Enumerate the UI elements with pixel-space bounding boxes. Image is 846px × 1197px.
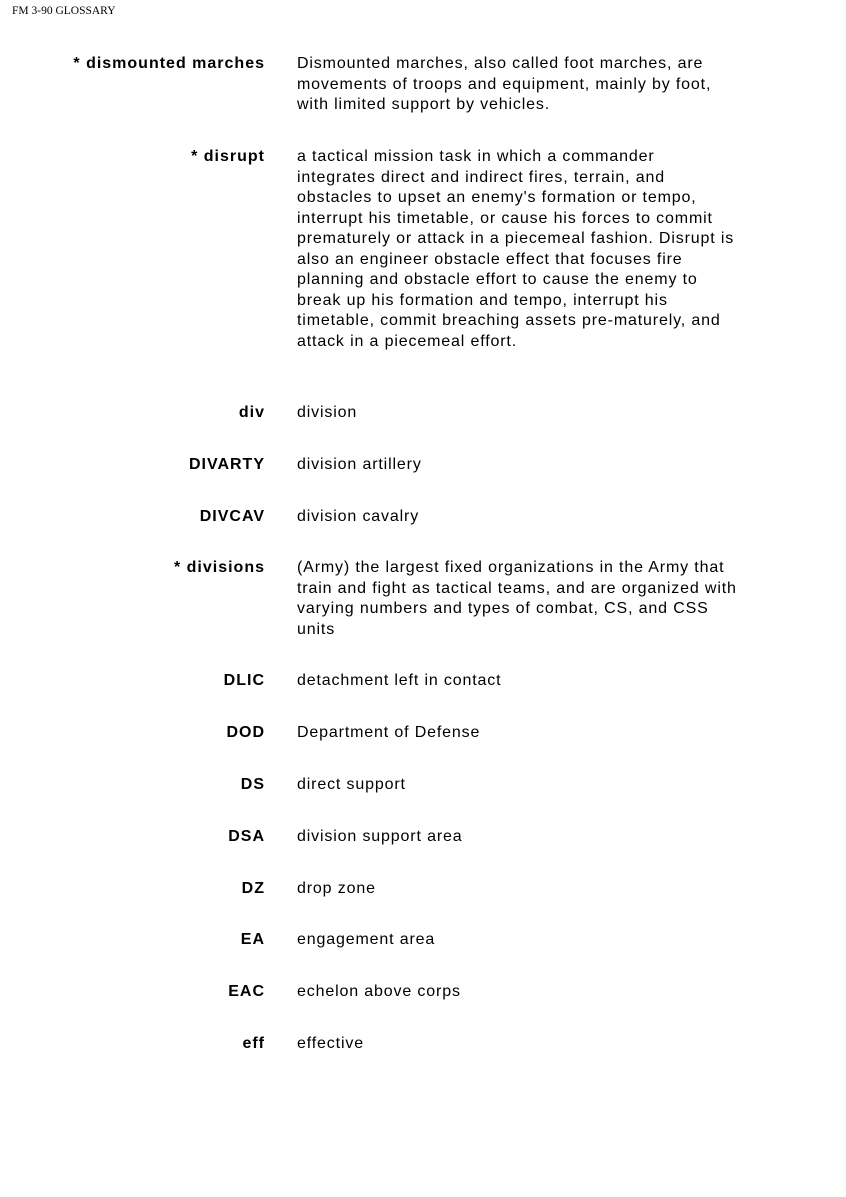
glossary-definition: division artillery xyxy=(297,456,422,473)
glossary-definition: engagement area xyxy=(297,931,436,948)
glossary-term: * disrupt xyxy=(191,148,265,165)
glossary-definition: division xyxy=(297,404,358,421)
glossary-term: DOD xyxy=(226,724,265,741)
glossary-definition: Dismounted marches, also called foot marches, are movements of troops and equipment, mainly by foot, with limited support by vehicles. xyxy=(297,55,712,113)
glossary-definition: echelon above corps xyxy=(297,983,461,1000)
glossary-term: DS xyxy=(240,776,265,793)
glossary-definition: division support area xyxy=(297,828,463,845)
glossary-definition: division cavalry xyxy=(297,508,420,525)
glossary-term: DZ xyxy=(241,880,265,897)
glossary-term: eff xyxy=(242,1035,265,1052)
glossary-term: DSA xyxy=(228,828,265,845)
glossary-term: * divisions xyxy=(173,559,265,576)
glossary-definition: Department of Defense xyxy=(297,724,481,741)
glossary-definition: direct support xyxy=(297,776,406,793)
glossary-term: DLIC xyxy=(223,672,265,689)
glossary-term: DIVARTY xyxy=(188,456,265,473)
glossary-term: * dismounted marches xyxy=(73,55,265,72)
glossary-definition: effective xyxy=(297,1035,364,1052)
glossary-definition: a tactical mission task in which a commander integrates direct and indirect fires, terrain, and obstacles to upset an enemy's formation or tempo, interrupt his timetable, or cause his forces to commit prematurely or attack in a piecemeal fashion. Disrupt is also an engineer obstacle effect that focuses fire planning and obstacle effort to cause the enemy to break up his formation and tempo, interrupt his timetable, commit breaching assets pre-maturely, and attack in a piecemeal effort. xyxy=(297,148,735,350)
glossary-definition: drop zone xyxy=(297,880,376,897)
glossary-definition: detachment left in contact xyxy=(297,672,502,689)
glossary-term: div xyxy=(238,404,265,421)
glossary-term: EAC xyxy=(228,983,265,1000)
page-header: FM 3-90 GLOSSARY xyxy=(12,5,116,17)
glossary-term: DIVCAV xyxy=(199,508,265,525)
glossary-term: EA xyxy=(240,931,265,948)
glossary-definition: (Army) the largest fixed organizations in the Army that train and fight as tactical teams, and are organized with varying numbers and types of combat, CS, and CSS units xyxy=(297,559,737,638)
